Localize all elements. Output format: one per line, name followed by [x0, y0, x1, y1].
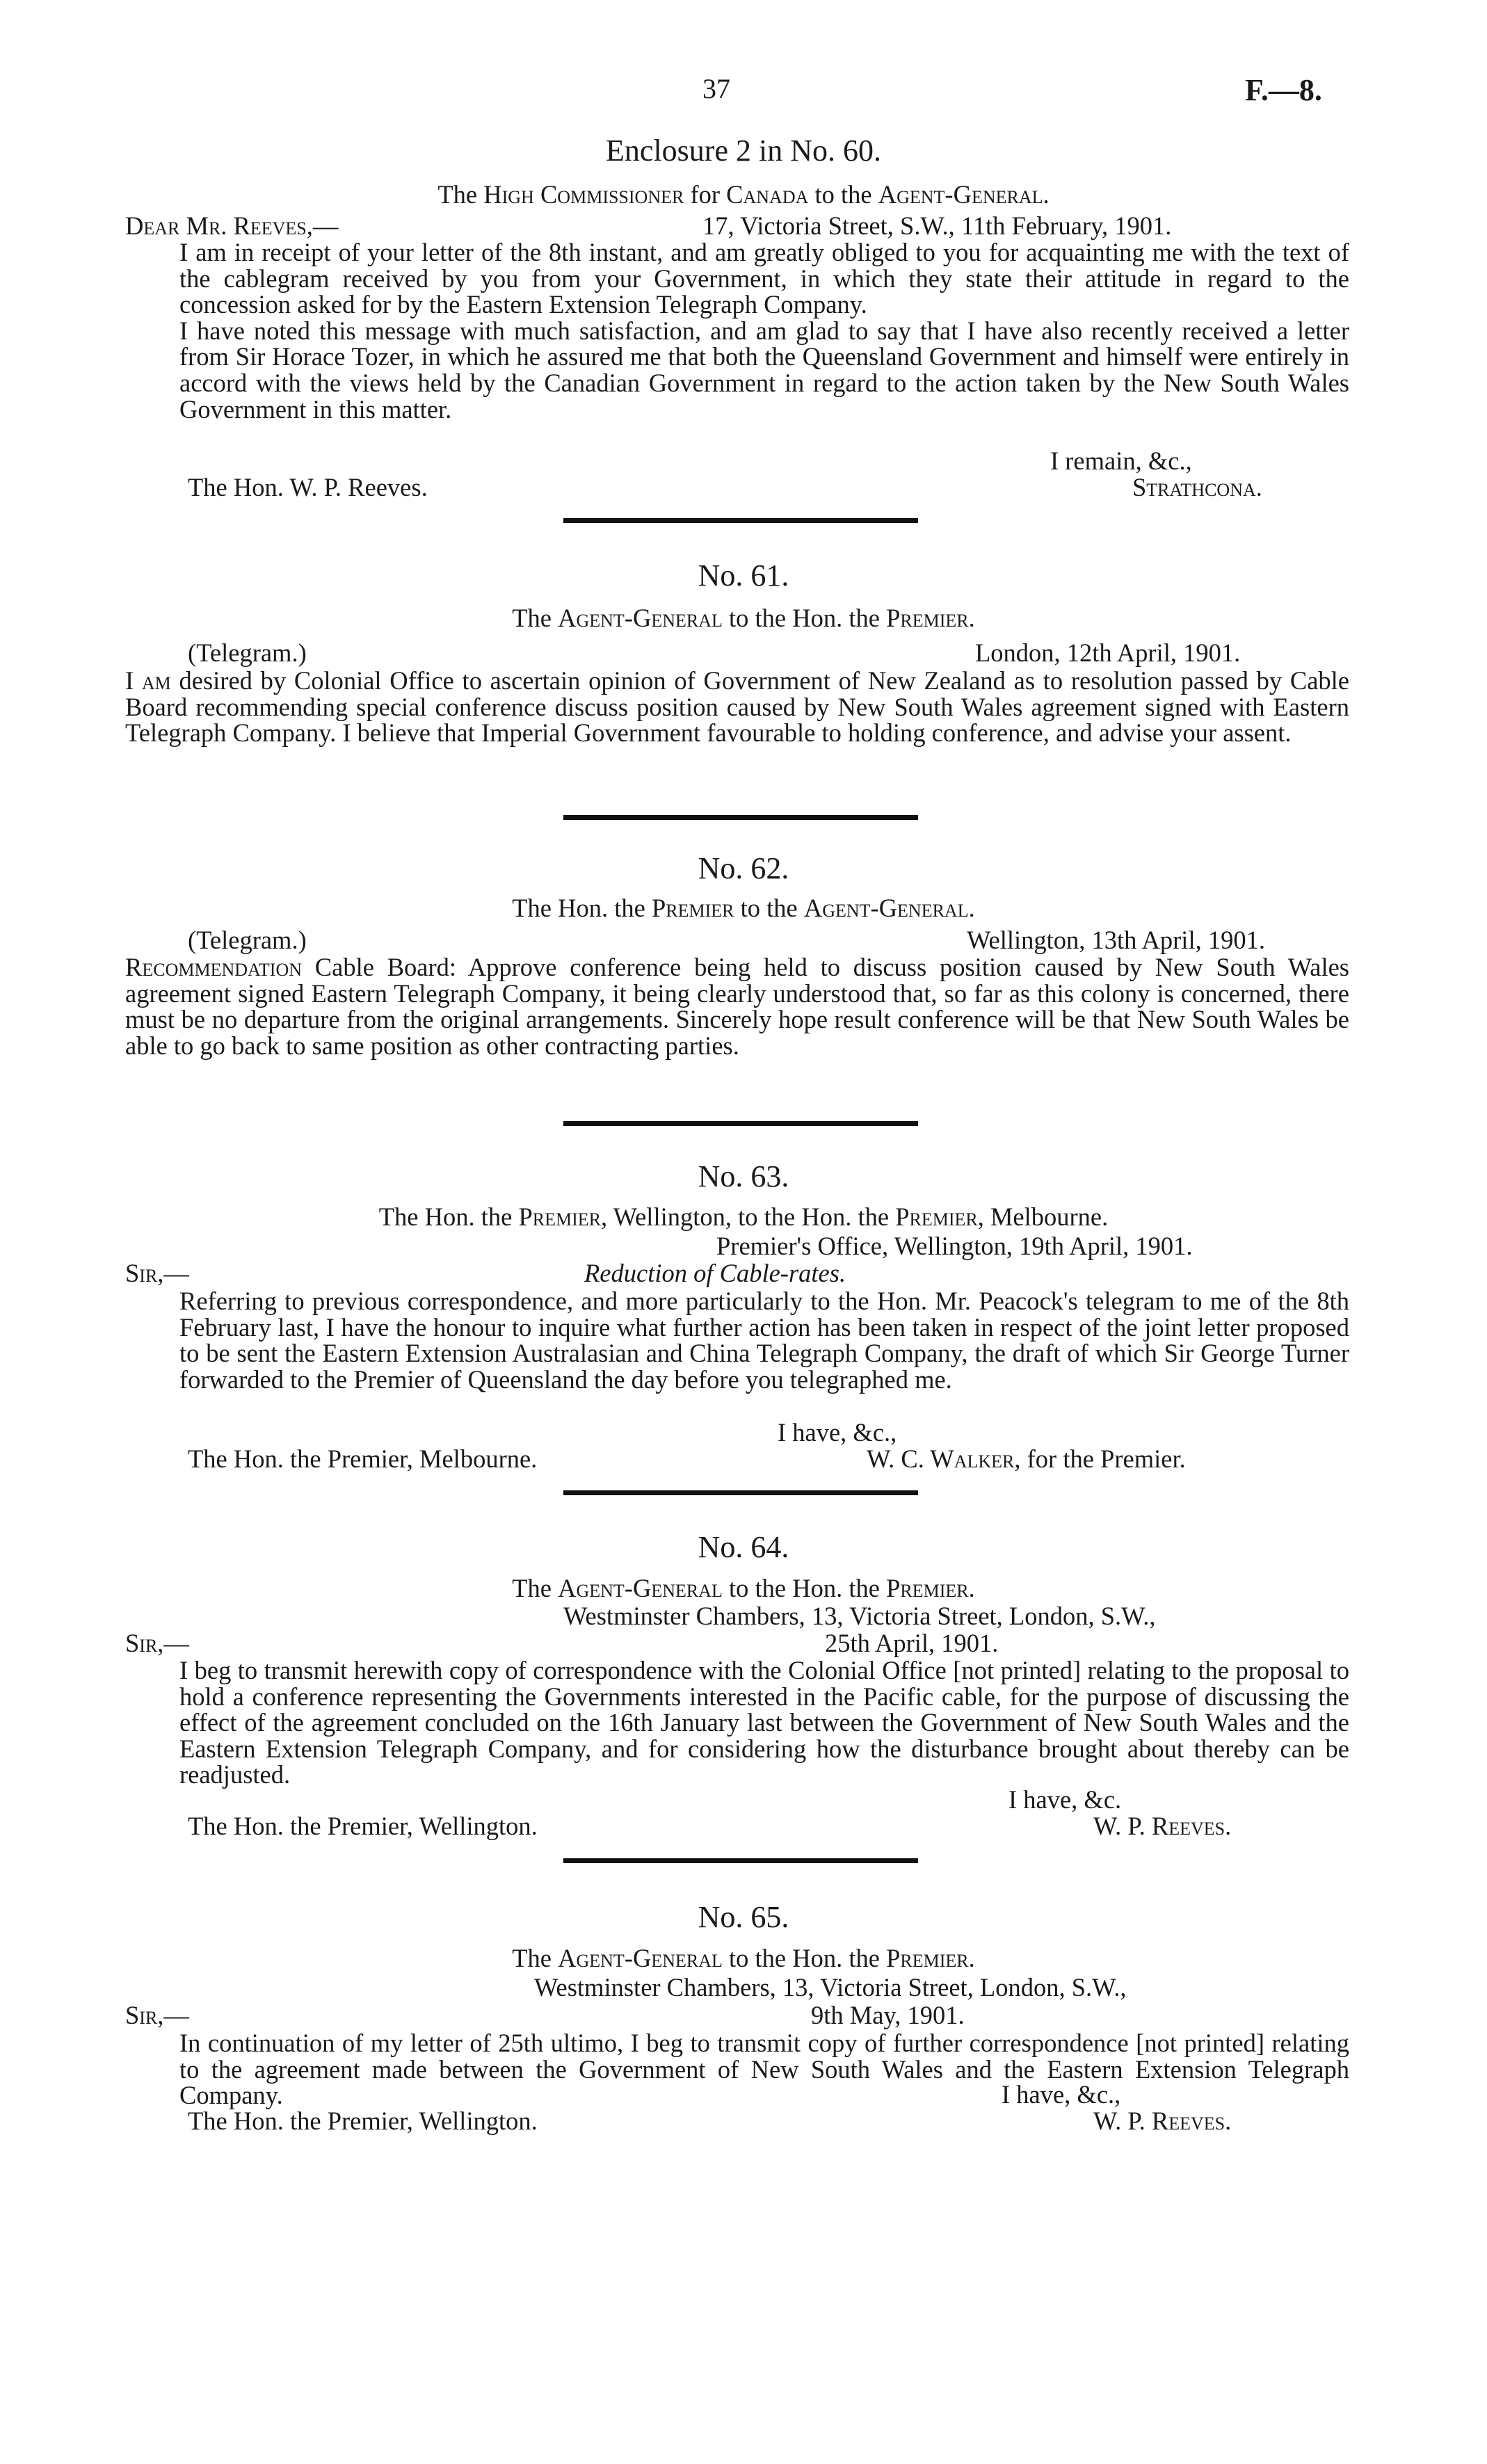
paragraph: Referring to previous correspondence, and more particularly to the Hon. Mr. Peacock's telegram to me of the 8th February last, I have the honour to inquire what further action has been taken in respect of the joint letter proposed to be sent the Eastern Extension Australasian and China Telegraph Company, the draft of which Sir George Turner forwarded to the Premier of Queensland the day before you telegraphed me. — [179, 1287, 1349, 1394]
paragraph: I have noted this message with much satisfaction, and am glad to say that I have also recently received a letter from Sir Horace Tozer, in which he assured me that both the Queensland Government and himself were entirely in accord with the views held by the Canadian Government in regard to the action taken by the New South Wales Government in this matter. — [179, 316, 1349, 424]
subtitle-sender: Premier — [651, 894, 734, 922]
telegram-body — [125, 954, 1349, 1058]
subtitle-recipient: Premier — [886, 604, 969, 632]
subtitle-text: . — [968, 894, 975, 922]
dateline: Premier's Office, Wellington, 19th April, 1901. — [716, 1232, 1193, 1260]
paragraph: I am in receipt of your letter of the 8th instant, and am greatly obliged to you for acquainting me with the text of the cablegram received by you from your Government, in which they state their attitude in regard to the concession asked for by the Eastern Extension Telegraph Company. — [179, 238, 1349, 319]
subtitle-country: Canada — [726, 180, 809, 209]
dateline: London, 12th April, 1901. — [975, 638, 1241, 667]
subtitle-text: The — [512, 1574, 558, 1602]
subtitle-text: The Hon. the — [512, 894, 652, 922]
subject-line: Reduction of Cable-rates. — [584, 1259, 846, 1287]
salutation: Sir,— — [125, 1259, 189, 1287]
subtitle-sender: High Commissioner — [483, 180, 684, 209]
subtitle-text: . — [968, 604, 975, 632]
subtitle-text: to the — [808, 180, 878, 209]
subtitle-text: . — [1043, 180, 1050, 209]
letter-body — [125, 1288, 1349, 1392]
section-subtitle — [0, 1202, 1487, 1231]
subtitle-text: . — [968, 1574, 975, 1602]
address-dateline: 17, Victoria Street, S.W., 11th February, 1901. — [702, 211, 1172, 240]
section-heading: Enclosure 2 in No. 60. — [606, 134, 881, 168]
subtitle-text: The — [512, 604, 558, 632]
section-divider — [563, 1121, 918, 1126]
section-divider — [563, 1490, 918, 1495]
recipient: The Hon. W. P. Reeves. — [188, 473, 428, 501]
subtitle-sender: Agent-General — [558, 604, 723, 632]
address-date: 25th April, 1901. — [825, 1629, 999, 1657]
document-code: F.—8. — [1245, 73, 1322, 107]
subtitle-text: . — [968, 1944, 975, 1972]
salutation: Sir,— — [125, 1629, 189, 1657]
telegram-body — [125, 668, 1349, 746]
section-divider — [563, 815, 918, 820]
signature: W. P. Reeves. — [1093, 2107, 1232, 2135]
section-subtitle — [0, 896, 1487, 921]
dateline: Wellington, 13th April, 1901. — [967, 926, 1265, 954]
closing: I have, &c., — [1002, 2080, 1121, 2109]
section-subtitle — [0, 1576, 1487, 1602]
address-line: Westminster Chambers, 13, Victoria Street, London, S.W., — [563, 1602, 1156, 1630]
section-divider — [563, 518, 918, 523]
telegram-label: (Telegram.) — [188, 638, 307, 667]
subtitle-text: to the Hon. the — [722, 1574, 887, 1602]
subtitle-sender: Agent-General — [558, 1574, 723, 1602]
paragraph: I beg to transmit herewith copy of correspondence with the Colonial Office [not printed] relating to the proposal to hold a conference representing the Governments interested in the Pacific cable, for the purpose of discussing the effect of the agreement concluded on the 16th January last between the Government of New South Wales and the Eastern Extension Telegraph Company, and for considering how the disturbance brought about thereby can be readjusted. — [179, 1656, 1349, 1789]
signature — [867, 1444, 1186, 1473]
section-heading: No. 62. — [698, 851, 789, 885]
recipient: The Hon. the Premier, Wellington. — [188, 1812, 538, 1840]
section-subtitle — [0, 606, 1487, 631]
letter-body — [125, 1657, 1349, 1788]
section-heading: No. 65. — [698, 1900, 789, 1934]
section-heading: No. 64. — [698, 1530, 789, 1564]
subtitle-sender: Premier — [518, 1202, 601, 1231]
telegram-label: (Telegram.) — [188, 926, 307, 954]
subtitle-recipient: Premier — [886, 1944, 969, 1972]
subtitle-text: The — [512, 1944, 558, 1972]
paragraph: In continuation of my letter of 25th ultimo, I beg to transmit copy of further correspondence [not printed] relating to the agreement made between the Government of New South Wales and the Eastern Extension Telegraph Company. — [179, 2029, 1349, 2110]
subtitle-text: The — [437, 180, 484, 209]
section-subtitle — [0, 1946, 1487, 1972]
closing: I remain, &c., — [1050, 446, 1192, 475]
subtitle-sender: Agent-General — [558, 1944, 723, 1972]
subtitle-recipient: Agent-General — [803, 894, 969, 922]
recipient: The Hon. the Premier, Melbourne. — [188, 1444, 538, 1473]
paragraph: Cable Board: Approve conference being held to discuss position caused by New South Wales agreement signed Eastern Telegraph Company, it being clearly understood that, so far as this colony is concerned, there must be no departure from the original arrangements. Sincerely hope result conference will be that New South Wales be able to go back to same position as other contracting parties. — [125, 953, 1349, 1060]
subtitle-text: to the — [734, 894, 804, 922]
section-heading: No. 63. — [698, 1159, 789, 1193]
address-line: Westminster Chambers, 13, Victoria Street, London, S.W., — [534, 1973, 1127, 2002]
signature: Strathcona. — [1132, 473, 1262, 501]
salutation: Dear Mr. Reeves,— — [125, 211, 339, 240]
salutation: Sir,— — [125, 2001, 189, 2029]
signature-suffix: , for the Premier. — [1014, 1444, 1186, 1473]
letter-body — [125, 2030, 1349, 2109]
section-divider — [563, 1858, 918, 1863]
letter-body — [125, 239, 1349, 422]
section-subtitle — [0, 182, 1487, 208]
opening-words: I am — [125, 666, 171, 695]
signature: W. P. Reeves. — [1093, 1812, 1232, 1840]
subtitle-text: The Hon. the — [378, 1202, 519, 1231]
signature-name: W. C. Walker — [867, 1444, 1015, 1473]
page-number: 37 — [702, 73, 730, 104]
subtitle-text: to the Hon. the — [722, 604, 887, 632]
section-heading: No. 61. — [698, 558, 789, 593]
paragraph: desired by Colonial Office to ascertain opinion of Government of New Zealand as to resolution passed by Cable Board recommending special conference discuss position caused by New South Wales agreement signed with Eastern Telegraph Company. I believe that Imperial Government favourable to holding conference, and advise your assent. — [125, 666, 1349, 748]
subtitle-text: , Wellington, to the Hon. the — [600, 1202, 896, 1231]
subtitle-text: to the Hon. the — [722, 1944, 887, 1972]
subtitle-recipient: Premier — [895, 1202, 978, 1231]
subtitle-text: , Melbourne. — [977, 1202, 1109, 1231]
address-date: 9th May, 1901. — [811, 2001, 965, 2029]
recipient: The Hon. the Premier, Wellington. — [188, 2107, 538, 2135]
subtitle-recipient: Agent-General — [878, 180, 1043, 209]
opening-words: Recommendation — [125, 953, 303, 981]
subtitle-text: for — [684, 180, 727, 209]
subtitle-recipient: Premier — [886, 1574, 969, 1602]
closing: I have, &c. — [1008, 1785, 1122, 1814]
closing: I have, &c., — [778, 1418, 897, 1447]
